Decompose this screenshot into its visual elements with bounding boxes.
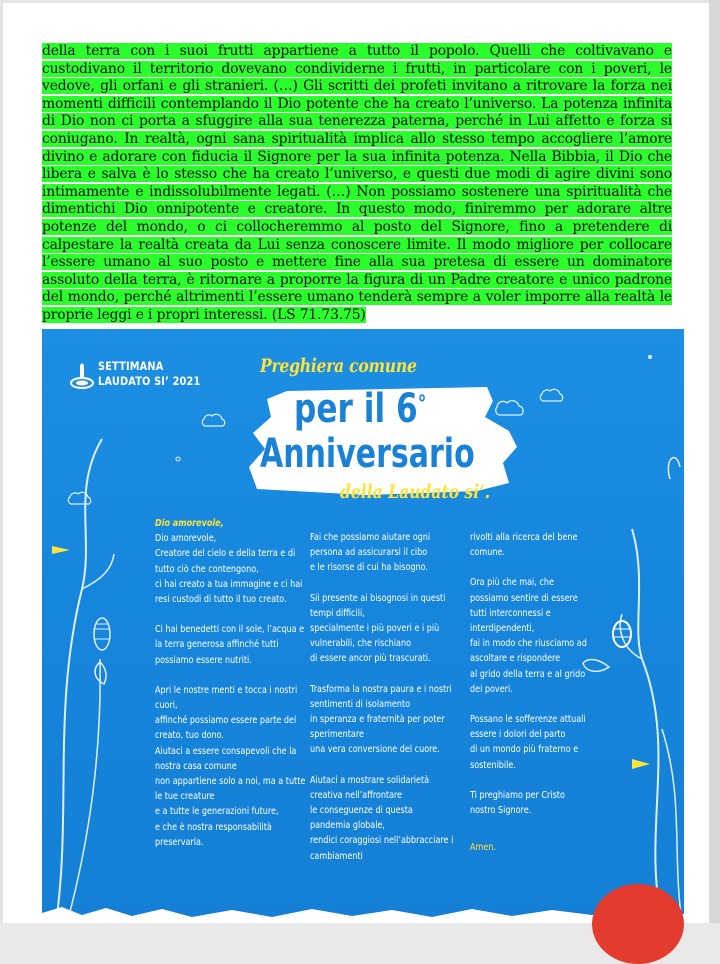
prayer-line: resi custodi di tutto il tuo creato. (155, 594, 287, 606)
prayer-line: e che è nostra responsabilità (155, 821, 272, 833)
prayer-stanza (310, 591, 453, 667)
prayer-line: di un mondo più fraterno e (470, 744, 579, 756)
prayer-line: vulnerabili, che rischiano (310, 638, 412, 650)
prayer-line: persona ad assicurarsi il cibo (310, 547, 428, 559)
prayer-line: cambiamenti (310, 850, 363, 862)
prayer-line: in speranza e fraternità per poter (310, 714, 445, 726)
prayer-stanza (310, 773, 453, 864)
prayer-line: Fai che possiamo aiutare ogni (310, 532, 431, 543)
prayer-stanza (470, 575, 587, 697)
prayer-line: dei poveri. (470, 683, 513, 695)
prayer-line: specialmente i più poveri e i più (310, 623, 440, 635)
prayer-line: pandemia globale, (310, 820, 385, 832)
amen-text: Amen. (470, 842, 497, 854)
campaign-logo-text (98, 359, 200, 389)
prayer-line: sostenibile. (470, 759, 516, 771)
prayer-stanza (470, 530, 587, 560)
prayer-line: rivolti alla ricerca del bene (470, 532, 578, 543)
cocoon-icon (94, 618, 110, 650)
logo-line-1: SETTIMANA (98, 359, 164, 373)
prayer-stanza (155, 531, 305, 607)
cloud-icon (202, 414, 224, 426)
poster-kicker-title: Preghiera comune (260, 355, 417, 377)
encyclical-quote (42, 43, 672, 325)
page-edge-left (0, 0, 3, 923)
prayer-stanza (155, 683, 305, 850)
prayer-line: affinché possiamo essere parte del (155, 715, 297, 727)
prayer-line: e a tutte le generazioni future, (155, 806, 279, 818)
prayer-heading: Dio amorevole, (155, 518, 224, 529)
prayer-line: possiamo essere nutriti. (155, 654, 252, 666)
prayer-line: di essere ancor più trascurati. (310, 653, 431, 665)
right-plant-stem-icon (632, 529, 662, 923)
prayer-line: fai in modo che riusciamo ad (470, 638, 587, 650)
prayer-line: sperimentare (310, 729, 364, 741)
prayer-stanza (310, 682, 453, 758)
prayer-line: cuori, (155, 700, 178, 712)
prayer-line: Aiutaci a essere consapevoli che la (155, 745, 297, 757)
prayer-line: nostra casa comune (155, 760, 237, 772)
prayer-column-2 (310, 530, 453, 879)
prayer-line: ci hai creato a tua immagine e ci hai (155, 578, 303, 590)
page-edge-top (0, 0, 720, 3)
prayer-stanza (470, 712, 587, 773)
prayer-line: comune. (470, 547, 505, 559)
prayer-line: Ci hai benedetti con il sole, l’acqua e (155, 624, 305, 636)
red-decoration (592, 884, 684, 964)
yellow-flag-right-icon (632, 759, 650, 769)
prayer-line: possiamo sentire di essere (470, 592, 578, 604)
laudato-si-logo-icon (70, 363, 94, 391)
prayer-line: Ti preghiamo per Cristo (470, 789, 565, 801)
yellow-flag-left-icon (52, 546, 70, 554)
prayer-stanza (470, 788, 587, 818)
prayer-line: tutti interconnessi e (470, 607, 551, 619)
prayer-stanza (310, 530, 453, 576)
prayer-line: rendici coraggiosi nell’abbracciare i (310, 835, 454, 847)
prayer-line: creativa nell’affrontare (310, 789, 403, 801)
prayer-line: interdipendenti, (470, 623, 535, 635)
prayer-line: Possano le sofferenze attuali (470, 714, 586, 726)
chrysalis-icon (613, 621, 631, 647)
prayer-line: Aiutaci a mostrare solidarietà (310, 774, 430, 786)
cloud-icon (540, 389, 562, 401)
prayer-line: creato, tuo dono. (155, 730, 224, 742)
prayer-line: una vera conversione del cuore. (310, 744, 440, 756)
prayer-line: tempi difficili, (310, 607, 365, 619)
prayer-line: e le risorse di cui ha bisogno. (310, 562, 428, 574)
torn-paper-bottom (42, 907, 684, 923)
prayer-line: Trasforma la nostra paura e i nostri (310, 683, 452, 695)
poster-title-line-1 (294, 387, 426, 431)
prayer-line: le conseguenze di questa (310, 805, 413, 817)
prayer-line: preservarla. (155, 836, 204, 848)
prayer-line: Ora più che mai, che (470, 577, 554, 589)
prayer-stanza (155, 622, 305, 668)
page-edge-right (709, 0, 720, 923)
prayer-line: tutto ciò che contengono, (155, 563, 259, 575)
prayer-line: Sii presente ai bisognosi in questi (310, 592, 446, 604)
prayer-stanza (470, 840, 587, 855)
prayer-line: sentimenti di isolamento (310, 698, 411, 710)
prayer-line: essere i dolori del parto (470, 729, 566, 741)
prayer-line: al grido della terra e al grido (470, 668, 586, 680)
degree-mark: ° (417, 392, 427, 417)
prayer-line: Dio amorevole, (155, 533, 217, 545)
cloud-icon (68, 492, 90, 504)
left-plant-stem-icon (56, 439, 102, 923)
poster-subtitle: della Laudato si’. (340, 481, 491, 503)
prayer-line: le tue creature (155, 791, 215, 803)
prayer-line: Apri le nostre menti e tocca i nostri (155, 684, 298, 696)
logo-line-2: LAUDATO SI’ 2021 (98, 374, 201, 388)
prayer-line: Creatore del cielo e della terra e di (155, 548, 296, 560)
prayer-line: nostro Signore. (470, 805, 532, 817)
prayer-line: ascoltare e rispondere (470, 653, 561, 665)
title-big-text: per il 6 (294, 386, 418, 432)
highlighted-quote-text: della terra con i suoi frutti appartiene a tutto il popolo. Quelli che coltivavano e custodivano il territorio dovevano condividerne i frutti, in particolare con i poveri, le vedove, gli orfani e gli stranieri. (…) Gli scritti dei profeti invitano a ritrovare la forza nei momenti difficili contemplando il Dio potente che ha creato l’universo. La potenza infinita di Dio non ci porta a sfuggire alla sua tenerezza paterna, perché in Lui affetto e forza si coniugano. In realtà, ogni sana spiritualità implica allo stesso tempo accogliere l’amore divino e adorare con fiducia il Signore per la sua infinita potenza. Nella Bibbia, il Dio che libera e salva è lo stesso che ha creato l’universo, e questi due modi di agire divini sono intimamente e indissolubilmente legati. (…) Non possiamo sostenere una spiritualità che dimentichi Dio onnipotente e creatore. In questo modo, finiremmo per adorare altre potenze del mondo, o ci collocheremmo al posto del Signore, fino a pretendere di calpestare la realtà creata da Lui senza conoscere limite. Il modo migliore per collocare l’essere umano al suo posto e mettere fine alla sua pretesa di essere un dominatore assoluto della terra, è ritornare a proporre la figura di un Padre creatore e unico padrone del mondo, perché altrimenti l’essere umano tenderà sempre a voler imporre alla realtà le proprie leggi e i propri interessi. (LS 71.73.75) (42, 43, 672, 323)
prayer-column-3 (470, 530, 587, 870)
prayer-poster (42, 329, 684, 923)
prayer-line: non appartiene solo a noi, ma a tutte (155, 776, 306, 788)
prayer-column-1 (155, 516, 305, 865)
poster-title-line-2: Anniversario (260, 431, 475, 477)
prayer-line: la terra generosa affinché tutti (155, 639, 279, 651)
